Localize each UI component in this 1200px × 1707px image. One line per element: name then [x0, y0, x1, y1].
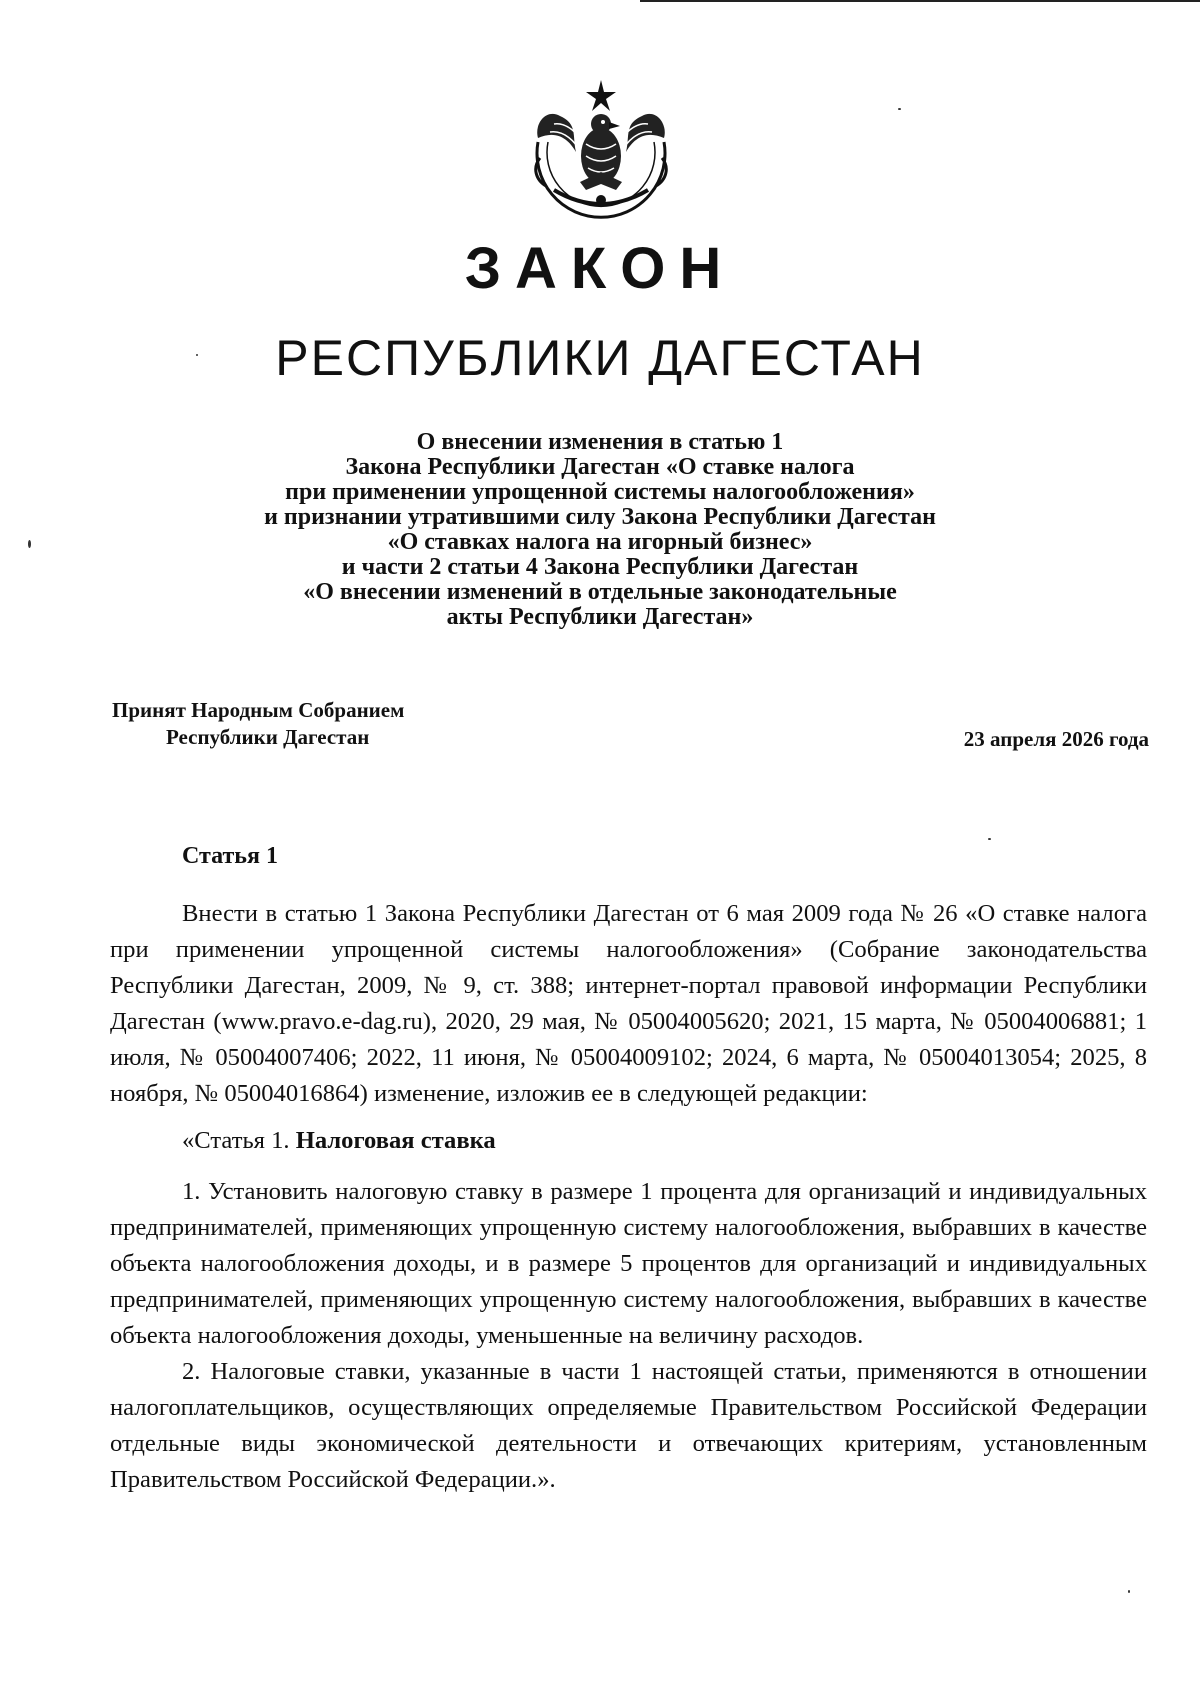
article-part-2: 2. Налоговые ставки, указанные в части 1 настоящей статьи, применяются в отношении налогоплательщиков, осуществляющих определяемые Правительством Российской Федерации отдельные виды экономической деятельности и отвечающих критериям, установленным Правительством Российской Федерации.». [110, 1358, 1147, 1493]
adoption-line-2: Республики Дагестан [166, 725, 370, 749]
quoted-article-heading [110, 1123, 1147, 1159]
article-heading: Статья 1 [182, 843, 278, 869]
adoption-statement [112, 697, 404, 751]
law-title-line: «О внесении изменений в отдельные законодательные [303, 579, 897, 605]
scan-speck [898, 108, 901, 110]
quoted-article-prefix: «Статья 1. [182, 1127, 290, 1154]
law-title-line: «О ставках налога на игорный бизнес» [387, 529, 813, 555]
law-title-line: акты Республики Дагестан» [446, 604, 754, 630]
article-intro-paragraph: Внести в статью 1 Закона Республики Дагестан от 6 мая 2009 года № 26 «О ставке налога при применении упрощенной системы налогообложения» (Собрание законодательства Республики Дагестан, 2009, № 9, ст. 388; интернет-портал правовой информации Республики Дагестан (www.pravo.e-dag.ru), 2020, 29 мая, № 05004005620; 2021, 15 марта, № 05004006881; 1 июля, № 05004007406; 2022, 11 июня, № 05004009102; 2024, 6 марта, № 05004013054; 2025, 8 ноября, № 05004016864) изменение, изложив ее в следующей редакции: [110, 900, 1147, 1107]
adoption-line-1: Принят Народным Собранием [112, 698, 405, 722]
scan-edge-line [640, 0, 1200, 2]
law-title [0, 430, 1200, 630]
law-title-line: и части 2 статьи 4 Закона Республики Дагестан [341, 554, 859, 580]
scan-speck [1128, 1590, 1130, 1593]
coat-of-arms-emblem [516, 72, 686, 220]
article-body [110, 896, 1147, 1498]
scan-speck [196, 354, 198, 356]
adoption-date: 23 апреля 2026 года [963, 727, 1149, 751]
article-part-1: 1. Установить налоговую ставку в размере 1 процента для организаций и индивидуальных предпринимателей, применяющих упрощенную систему налогообложения, выбравших в качестве объекта налогообложения доходы, и в размере 5 процентов для организаций и индивидуальных предпринимателей, применяющих упрощенную систему налогообложения, выбравших в качестве объекта налогообложения доходы, уменьшенные на величину расходов. [110, 1178, 1147, 1349]
quoted-article-title: Налоговая ставка [295, 1127, 496, 1154]
law-title-line: и признании утратившими силу Закона Республики Дагестан [264, 504, 936, 530]
document-type-heading: ЗАКОН [464, 236, 736, 301]
issuing-region-heading: РЕСПУБЛИКИ ДАГЕСТАН [275, 330, 925, 386]
scan-speck [988, 838, 991, 840]
scan-speck [28, 540, 31, 548]
law-title-line: Закона Республики Дагестан «О ставке налога [345, 454, 855, 480]
law-title-line: при применении упрощенной системы налогообложения» [285, 479, 915, 505]
law-title-line: О внесении изменения в статью 1 [416, 429, 784, 455]
